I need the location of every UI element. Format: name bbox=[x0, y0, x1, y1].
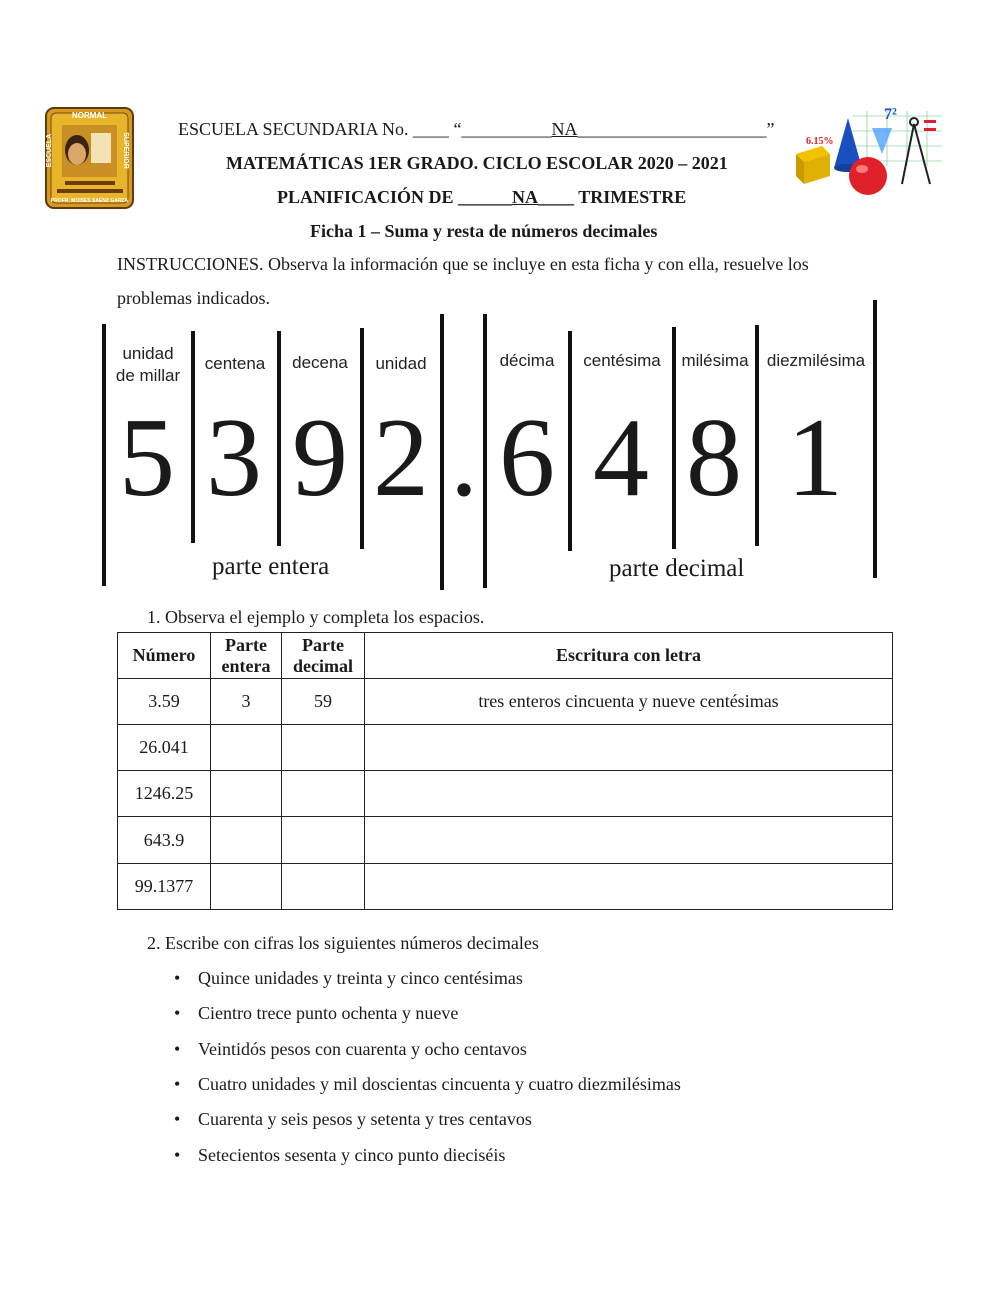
decimal-part-label: parte decimal bbox=[609, 555, 745, 582]
list-item: • Veintidós pesos con cuarenta y ocho centavos bbox=[198, 1039, 527, 1060]
label-unidad: unidad bbox=[375, 354, 427, 373]
header-parte-decimal-2: decimal bbox=[293, 655, 353, 676]
math-power-label: 7² bbox=[884, 106, 897, 123]
school-name: NA bbox=[551, 119, 578, 139]
label-centesima: centésima bbox=[583, 351, 661, 370]
label-unidad-de-millar-1: unidad bbox=[122, 344, 174, 363]
cell-numero: 26.041 bbox=[118, 725, 211, 771]
label-unidad-de-millar-2: de millar bbox=[115, 366, 181, 385]
table-header-row bbox=[118, 633, 893, 679]
cell-letra-input[interactable] bbox=[365, 864, 893, 910]
integer-part-label: parte entera bbox=[212, 553, 330, 580]
header-parte-entera bbox=[211, 633, 282, 679]
cell-numero: 643.9 bbox=[118, 817, 211, 864]
digit-decima: 6 bbox=[499, 396, 555, 520]
list-item: • Cuarenta y seis pesos y setenta y tres centavos bbox=[198, 1109, 532, 1130]
header-numero: Número bbox=[118, 633, 211, 679]
divider-9 bbox=[873, 300, 877, 578]
planning-blank-2: ____ bbox=[538, 187, 575, 207]
school-logo bbox=[45, 107, 134, 209]
cell-decimal-input[interactable] bbox=[282, 725, 365, 771]
header-parte-decimal-1: Parte bbox=[302, 634, 344, 655]
label-unidad-de-millar bbox=[106, 343, 190, 387]
planning-blank-1: ______ bbox=[458, 187, 513, 207]
worksheet-title: Ficha 1 – Suma y resta de números decimales bbox=[310, 221, 658, 241]
digit-diezmilesima: 1 bbox=[787, 396, 843, 520]
cell-entera-input[interactable] bbox=[211, 864, 282, 910]
school-name-blank: __________ bbox=[461, 119, 552, 139]
planning-prefix: PLANIFICACIÓN DE bbox=[277, 187, 459, 207]
label-decima: décima bbox=[499, 351, 555, 370]
logo-text-left: ESCUELA bbox=[46, 133, 54, 168]
math-illustration bbox=[792, 106, 942, 198]
cell-letra-input[interactable] bbox=[365, 771, 893, 817]
subject-line: MATEMÁTICAS 1ER GRADO. CICLO ESCOLAR 2020 – 2021 bbox=[226, 153, 728, 173]
cell-entera-input[interactable] bbox=[211, 725, 282, 771]
digit-unidad-de-millar: 5 bbox=[119, 396, 175, 520]
table-row bbox=[118, 771, 893, 817]
list-item: • Cientro trece punto ochenta y nueve bbox=[198, 1003, 458, 1024]
table-row bbox=[118, 679, 893, 725]
list-item: • Setecientos sesenta y cinco punto dieciséis bbox=[198, 1145, 505, 1166]
school-suffix-blank: _____________________ bbox=[577, 119, 767, 139]
label-decena: decena bbox=[292, 353, 348, 372]
planning-suffix: TRIMESTRE bbox=[574, 187, 687, 207]
table-row bbox=[118, 864, 893, 910]
planning-value: NA bbox=[512, 187, 539, 207]
table-row bbox=[118, 725, 893, 771]
cell-decimal-input[interactable] bbox=[282, 771, 365, 817]
digit-milesima: 8 bbox=[686, 396, 742, 520]
school-line bbox=[178, 119, 775, 140]
list-item: • Quince unidades y treinta y cinco centésimas bbox=[198, 968, 523, 989]
cell-numero: 1246.25 bbox=[118, 771, 211, 817]
header-parte-decimal bbox=[282, 633, 365, 679]
cell-decimal: 59 bbox=[282, 679, 365, 725]
decimal-table bbox=[117, 632, 893, 910]
instructions-line-1: INSTRUCCIONES. Observa la información que se incluye en esta ficha y con ella, resuelve los bbox=[117, 254, 809, 274]
logo-text-bottom: PROFR. MOISES SAENZ GARZA bbox=[50, 198, 129, 204]
digit-unidad: 2 bbox=[373, 396, 429, 520]
cell-decimal-input[interactable] bbox=[282, 864, 365, 910]
cell-letra-input[interactable] bbox=[365, 725, 893, 771]
question-2-title: 2. Escribe con cifras los siguientes números decimales bbox=[147, 933, 539, 953]
decimal-point: . bbox=[450, 396, 478, 520]
label-milesima: milésima bbox=[681, 351, 749, 370]
cell-entera: 3 bbox=[211, 679, 282, 725]
cell-letra: tres enteros cincuenta y nueve centésimas bbox=[365, 679, 893, 725]
cell-letra-input[interactable] bbox=[365, 817, 893, 864]
cell-entera-input[interactable] bbox=[211, 817, 282, 864]
school-prefix: ESCUELA SECUNDARIA No. ____ “ bbox=[178, 119, 462, 139]
digit-decena: 9 bbox=[292, 396, 348, 520]
digit-centena: 3 bbox=[206, 396, 262, 520]
planning-line bbox=[277, 187, 686, 208]
cell-entera-input[interactable] bbox=[211, 771, 282, 817]
table-row bbox=[118, 817, 893, 864]
list-item: • Cuatro unidades y mil doscientas cincuenta y cuatro diezmilésimas bbox=[198, 1074, 681, 1095]
header-parte-entera-2: entera bbox=[221, 655, 271, 676]
school-close: ” bbox=[766, 119, 775, 139]
header-escritura: Escritura con letra bbox=[365, 633, 893, 679]
place-value-diagram bbox=[0, 295, 1000, 595]
cell-decimal-input[interactable] bbox=[282, 817, 365, 864]
cell-numero: 99.1377 bbox=[118, 864, 211, 910]
logo-text-top: NORMAL bbox=[71, 111, 108, 120]
math-shapes-graphic bbox=[792, 106, 942, 198]
label-centena: centena bbox=[204, 354, 266, 373]
math-percent-label: 6.15% bbox=[806, 136, 834, 147]
digit-centesima: 4 bbox=[593, 396, 649, 520]
label-diezmilesima: diezmilésima bbox=[766, 351, 866, 370]
question-1-title: 1. Observa el ejemplo y completa los espacios. bbox=[147, 607, 485, 627]
cell-numero: 3.59 bbox=[118, 679, 211, 725]
school-logo-graphic bbox=[45, 107, 134, 209]
instructions-line-2: problemas indicados. bbox=[117, 288, 270, 308]
header-parte-entera-1: Parte bbox=[225, 634, 267, 655]
logo-text-right: SUPERIOR bbox=[121, 132, 129, 169]
